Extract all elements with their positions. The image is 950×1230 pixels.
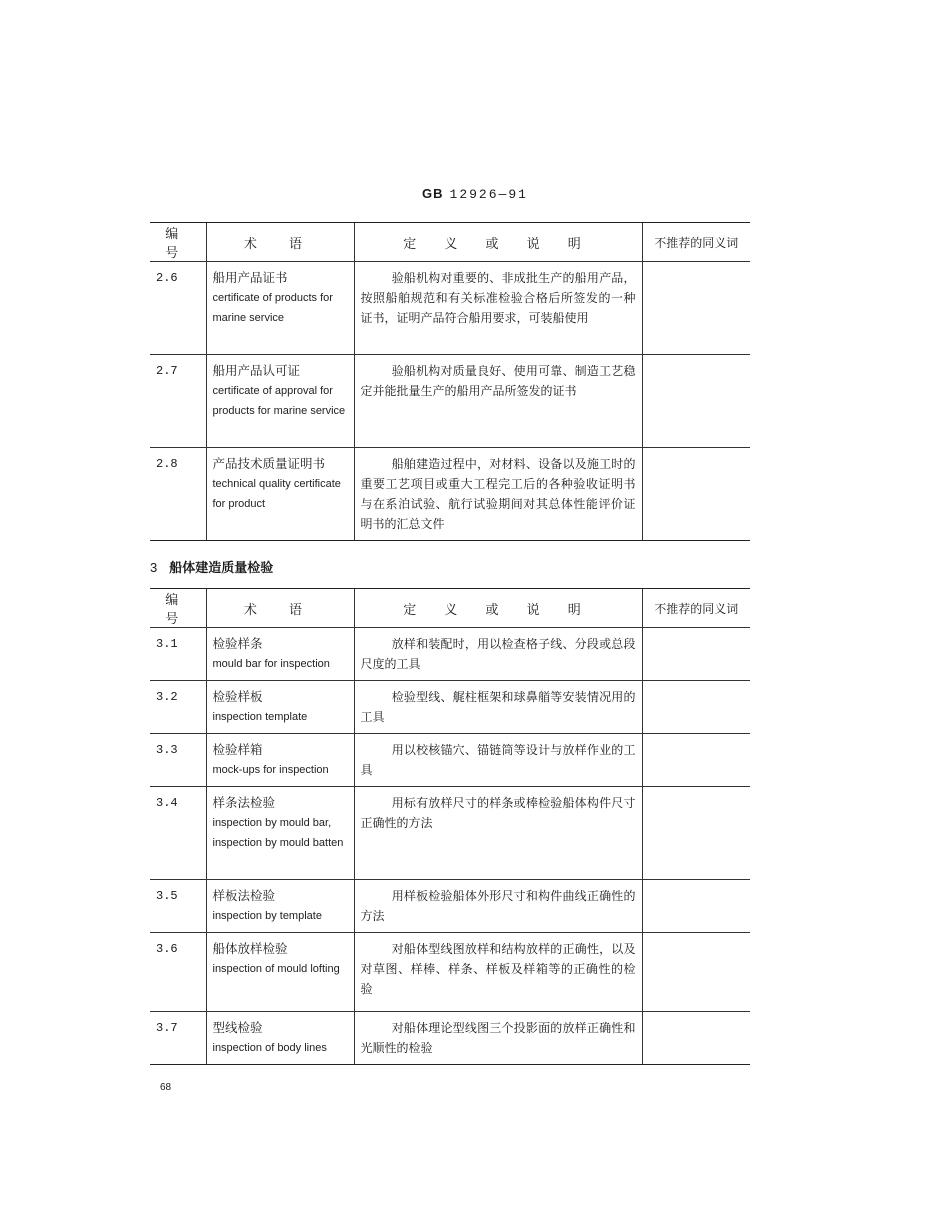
header-number: 编 号	[150, 589, 206, 628]
standard-header	[0, 186, 950, 202]
term-definition: 对船体型线图放样和结构放样的正确性，以及对草图、样棒、样条、样板及样箱等的正确性的检验	[354, 933, 642, 1012]
header-definition: 定 义 或 说 明	[354, 589, 642, 628]
table-row	[150, 787, 750, 880]
term-en: mock-ups for inspection	[212, 764, 329, 776]
term-definition: 对船体理论型线图三个投影面的放样正确性和光顺性的检验	[354, 1012, 642, 1065]
term-synonym	[642, 262, 750, 355]
term-number: 3.5	[150, 880, 206, 933]
term-en: inspection of body lines	[212, 1042, 327, 1054]
term-cell	[206, 734, 354, 787]
term-number: 3.3	[150, 734, 206, 787]
term-zh: 产品技术质量证明书	[212, 456, 326, 471]
term-definition: 用样板检验船体外形尺寸和构件曲线正确性的方法	[354, 880, 642, 933]
term-synonym	[642, 448, 750, 541]
table-row	[150, 1012, 750, 1065]
term-zh: 检验样板	[212, 689, 263, 704]
term-synonym	[642, 880, 750, 933]
term-number: 3.7	[150, 1012, 206, 1065]
header-term: 术 语	[206, 223, 354, 262]
standard-code: 12926—91	[449, 187, 528, 202]
term-definition: 用标有放样尺寸的样条或棒检验船体构件尺寸正确性的方法	[354, 787, 642, 880]
table-row	[150, 880, 750, 933]
header-number: 编 号	[150, 223, 206, 262]
term-number: 3.2	[150, 681, 206, 734]
term-zh: 船体放样检验	[212, 941, 288, 956]
term-definition: 检验型线、艉柱框架和球鼻艏等安装情况用的工具	[354, 681, 642, 734]
term-number: 2.7	[150, 355, 206, 448]
term-number: 3.6	[150, 933, 206, 1012]
term-cell	[206, 787, 354, 880]
term-synonym	[642, 681, 750, 734]
term-zh: 检验样条	[212, 636, 263, 651]
section-heading	[150, 557, 273, 576]
term-en: inspection of mould lofting	[212, 963, 340, 975]
header-term: 术 语	[206, 589, 354, 628]
term-number: 2.8	[150, 448, 206, 541]
term-cell	[206, 933, 354, 1012]
table-header-row	[150, 589, 750, 628]
page-number: 68	[160, 1082, 172, 1093]
term-en: certificate of approval for products for marine service	[212, 385, 346, 417]
term-definition: 验船机构对重要的、非成批生产的船用产品，按照船舶规范和有关标准检验合格后所签发的一种证书，证明产品符合船用要求，可装船使用	[354, 262, 642, 355]
table-row	[150, 933, 750, 1012]
table-row	[150, 681, 750, 734]
term-cell	[206, 681, 354, 734]
term-number: 3.4	[150, 787, 206, 880]
terms-table-2	[150, 588, 750, 1065]
standard-prefix: GB	[422, 186, 444, 201]
term-definition: 用以校核锚穴、锚链筒等设计与放样作业的工具	[354, 734, 642, 787]
term-definition: 船舶建造过程中，对材料、设备以及施工时的重要工艺项目或重大工程完工后的各种验收证明书与在系泊试验、航行试验期间对其总体性能评价证明书的汇总文件	[354, 448, 642, 541]
term-synonym	[642, 1012, 750, 1065]
term-en: technical quality certificate for product	[212, 478, 341, 510]
term-zh: 样板法检验	[212, 888, 276, 903]
term-en: mould bar for inspection	[212, 658, 330, 670]
header-synonyms: 不推荐的同义词	[642, 589, 750, 628]
term-synonym	[642, 628, 750, 681]
header-synonyms: 不推荐的同义词	[642, 223, 750, 262]
term-zh: 检验样箱	[212, 742, 263, 757]
term-zh: 船用产品认可证	[212, 363, 301, 378]
term-cell	[206, 262, 354, 355]
term-cell	[206, 1012, 354, 1065]
term-zh: 船用产品证书	[212, 270, 288, 285]
term-en: inspection by template	[212, 910, 322, 922]
term-en: inspection template	[212, 711, 308, 723]
term-definition: 验船机构对质量良好、使用可靠、制造工艺稳定并能批量生产的船用产品所签发的证书	[354, 355, 642, 448]
term-synonym	[642, 787, 750, 880]
term-definition: 放样和装配时，用以检查格子线、分段或总段尺度的工具	[354, 628, 642, 681]
section-number: 3	[150, 560, 158, 575]
term-synonym	[642, 355, 750, 448]
table-row	[150, 628, 750, 681]
term-en: inspection by mould bar, inspection by mould batten	[212, 817, 344, 849]
term-cell	[206, 880, 354, 933]
table-row	[150, 262, 750, 355]
term-cell	[206, 628, 354, 681]
term-synonym	[642, 933, 750, 1012]
header-definition: 定 义 或 说 明	[354, 223, 642, 262]
table-row	[150, 355, 750, 448]
term-number: 3.1	[150, 628, 206, 681]
term-synonym	[642, 734, 750, 787]
table-header-row	[150, 223, 750, 262]
term-zh: 型线检验	[212, 1020, 263, 1035]
section-title: 船体建造质量检验	[169, 561, 274, 576]
table-row	[150, 448, 750, 541]
term-zh: 样条法检验	[212, 795, 276, 810]
term-number: 2.6	[150, 262, 206, 355]
term-en: certificate of products for marine service	[212, 292, 333, 324]
terms-table-1	[150, 222, 750, 541]
table-row	[150, 734, 750, 787]
term-cell	[206, 355, 354, 448]
term-cell	[206, 448, 354, 541]
